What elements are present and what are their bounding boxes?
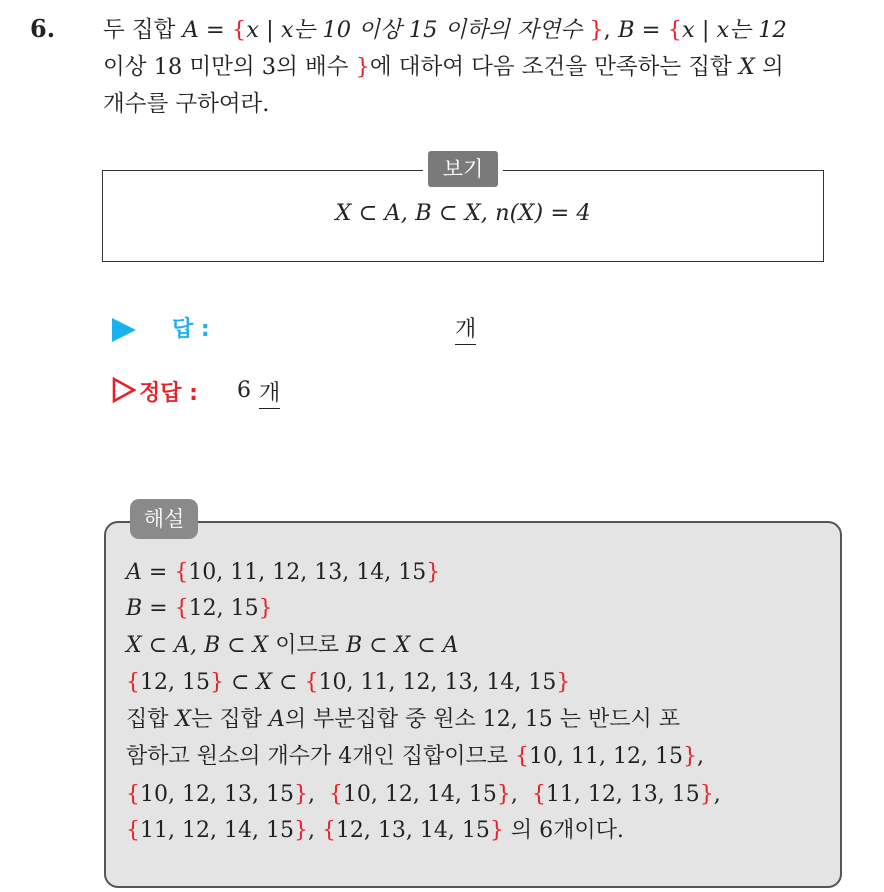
- q-comma: ,: [603, 17, 618, 43]
- sol-text: 함하고 원소의 개수가 4개인 집합이므로: [126, 744, 515, 769]
- sol-text: 의 6개이다.: [503, 818, 624, 843]
- solution-line-6: [126, 742, 704, 772]
- brace-close: }: [699, 782, 714, 807]
- sol-text: 는 집합: [191, 707, 269, 732]
- brace-open: {: [304, 670, 319, 695]
- brace-close: }: [496, 782, 511, 807]
- correct-value: 6: [237, 378, 251, 403]
- question-line-1: [103, 14, 787, 46]
- condition-text: X ⊂ A, B ⊂ X, n(X) = 4: [335, 200, 591, 226]
- brace-close: }: [489, 818, 504, 843]
- brace-close: }: [589, 17, 604, 43]
- q-text: 에 대하여 다음 조건을 만족하는 집합: [369, 54, 739, 80]
- brace-open: {: [328, 782, 343, 807]
- set-a-lead: A =: [182, 17, 232, 43]
- brace-open: {: [126, 818, 140, 843]
- sol-math: X ⊂ A, B ⊂ X: [126, 633, 269, 658]
- brace-open: {: [174, 596, 189, 621]
- brace-open: {: [231, 17, 247, 43]
- question-line-3: 개수를 구하여라.: [103, 91, 270, 117]
- solution-line-2: [126, 594, 273, 624]
- solution-line-4: [126, 668, 570, 698]
- sol-text: 의 부분집합 중 원소 12, 15 는 반드시 포: [284, 707, 681, 732]
- set-elements: 10, 12, 14, 15: [342, 782, 497, 807]
- set-elements: 10, 11, 12, 13, 14, 15: [318, 670, 557, 695]
- brace-open: {: [126, 670, 140, 695]
- brace-open: {: [531, 782, 546, 807]
- q-text: 의: [754, 54, 784, 80]
- brace-close: }: [355, 54, 370, 80]
- correct-unit: 개: [259, 376, 280, 409]
- set-b-body: x | x는 12: [681, 17, 787, 43]
- brace-close: }: [293, 782, 308, 807]
- brace-close: }: [209, 670, 224, 695]
- sol-math: A =: [126, 560, 175, 585]
- answer-label: 답 :: [172, 317, 210, 342]
- set-elements: 12, 15: [188, 596, 259, 621]
- set-elements: 10, 12, 13, 15: [140, 782, 294, 807]
- question-number: 6.: [30, 14, 56, 43]
- brace-open: {: [126, 782, 140, 807]
- set-elements: 10, 11, 12, 15: [529, 744, 683, 769]
- solution-line-3: [126, 631, 459, 661]
- set-b-lead: B =: [617, 17, 668, 43]
- brace-open: {: [174, 560, 189, 585]
- sol-math: B ⊂ X ⊂ A: [345, 633, 459, 658]
- set-elements: 12, 15: [140, 670, 210, 695]
- condition-tab: 보기: [428, 151, 498, 187]
- solution-line-5: [126, 705, 680, 735]
- brace-close: }: [556, 670, 571, 695]
- play-icon: [112, 318, 136, 342]
- set-elements: 11, 12, 13, 15: [545, 782, 700, 807]
- brace-open: {: [667, 17, 682, 43]
- set-elements: 10, 11, 12, 13, 14, 15: [188, 560, 427, 585]
- sol-text: 집합: [126, 707, 176, 732]
- solution-line-7: {10, 12, 13, 15}, {10, 12, 14, 15}, {11, 12, 13, 15},: [126, 782, 721, 807]
- brace-open: {: [515, 744, 529, 769]
- sol-text: 이므로: [268, 633, 346, 658]
- answer-unit: 개: [455, 312, 476, 345]
- correct-label: 정답 :: [139, 381, 198, 406]
- brace-open: {: [321, 818, 336, 843]
- var-x: X: [175, 707, 192, 732]
- question-line-2: [103, 51, 784, 83]
- sol-math: ⊂ X ⊂: [223, 670, 305, 695]
- brace-close: }: [682, 744, 697, 769]
- sol-comma: ,: [696, 744, 704, 769]
- set-b-body-cont: 이상 18 미만의 3의 배수: [103, 54, 356, 80]
- set-elements: 12, 13, 14, 15: [335, 818, 490, 843]
- sol-math: B =: [126, 596, 175, 621]
- set-elements: 11, 12, 14, 15: [140, 818, 294, 843]
- q-text: 두 집합: [103, 17, 183, 43]
- brace-close: }: [426, 560, 441, 585]
- solution-tab: 해설: [130, 499, 198, 539]
- brace-close: }: [258, 596, 273, 621]
- play-outline-icon: [112, 377, 136, 403]
- solution-line-1: [126, 558, 440, 588]
- set-a-body: x | x는 10 이상 15 이하의 자연수: [246, 17, 590, 43]
- var-a: A: [268, 707, 285, 732]
- brace-close: }: [293, 818, 308, 843]
- var-x: X: [738, 54, 755, 80]
- solution-line-8: {11, 12, 14, 15}, {12, 13, 14, 15} 의 6개이다.: [126, 818, 624, 843]
